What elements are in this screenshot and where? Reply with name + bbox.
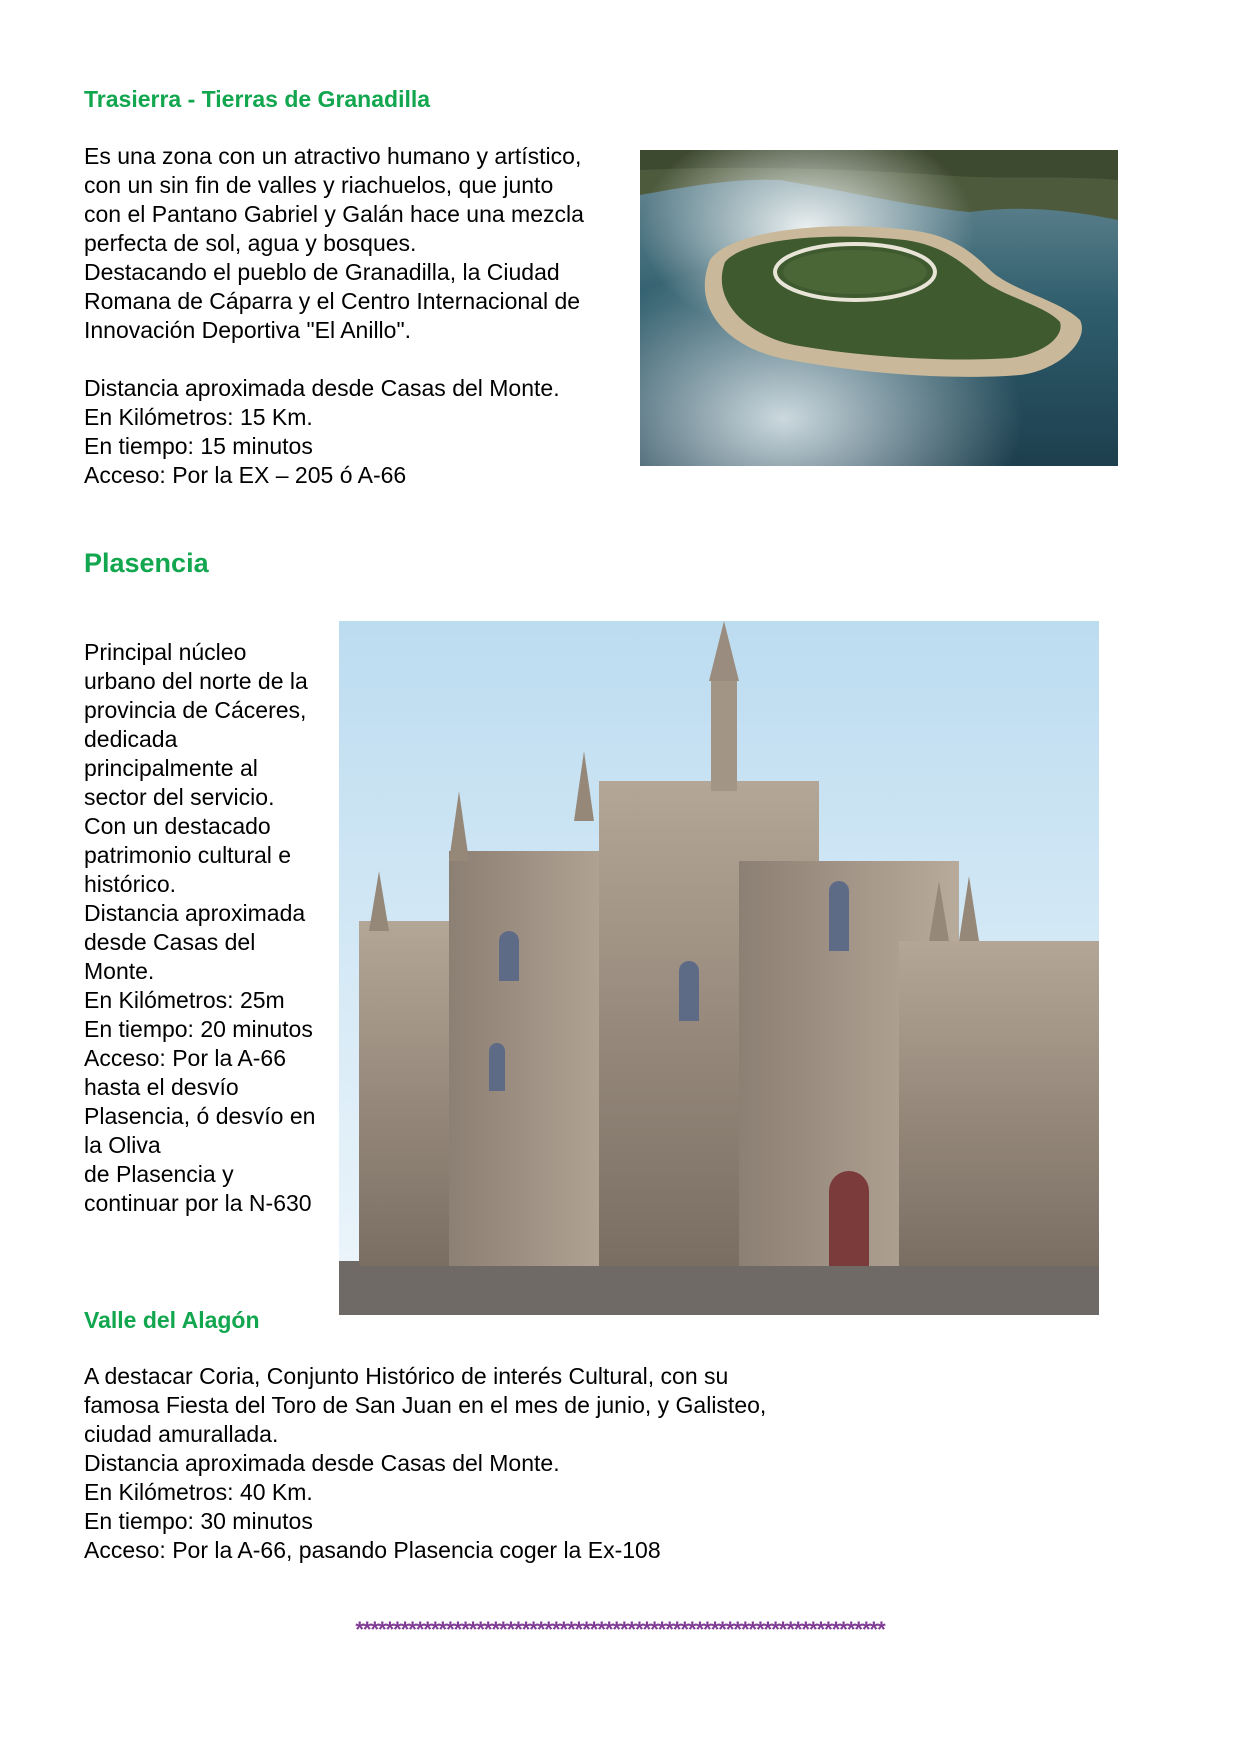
plasencia-text bbox=[84, 638, 315, 1218]
text-line: Innovación Deportiva "El Anillo". bbox=[84, 317, 412, 343]
text-line: Plasencia, ó desvío en bbox=[84, 1103, 316, 1129]
alagon-text bbox=[84, 1362, 766, 1565]
text-line: Acceso: Por la EX – 205 ó A-66 bbox=[84, 462, 407, 488]
text-line: Distancia aproximada bbox=[84, 900, 306, 926]
text-line: En Kilómetros: 15 Km. bbox=[84, 404, 313, 430]
text-line: Monte. bbox=[84, 958, 155, 984]
text-line: Con un destacado bbox=[84, 813, 271, 839]
reservoir-island-photo bbox=[640, 150, 1118, 466]
text-line: principalmente al bbox=[84, 755, 258, 781]
text-line: ciudad amurallada. bbox=[84, 1421, 279, 1447]
cathedral-photo bbox=[339, 621, 1099, 1315]
text-line: con un sin fin de valles y riachuelos, que junto bbox=[84, 172, 554, 198]
text-line: Destacando el pueblo de Granadilla, la Ciudad bbox=[84, 259, 560, 285]
text-line: Distancia aproximada desde Casas del Monte. bbox=[84, 1450, 560, 1476]
trasierra-text bbox=[84, 142, 584, 490]
text-line: continuar por la N-630 bbox=[84, 1190, 312, 1216]
text-line: Es una zona con un atractivo humano y artístico, bbox=[84, 143, 582, 169]
text-line: Romana de Cáparra y el Centro Internacional de bbox=[84, 288, 581, 314]
text-line: sector del servicio. bbox=[84, 784, 275, 810]
text-line: hasta el desvío bbox=[84, 1074, 239, 1100]
text-line: En tiempo: 20 minutos bbox=[84, 1016, 313, 1042]
text-line: En Kilómetros: 40 Km. bbox=[84, 1479, 313, 1505]
text-line: Distancia aproximada desde Casas del Monte. bbox=[84, 375, 560, 401]
separator-stars: ********************************************************************** bbox=[355, 1617, 885, 1642]
text-line: histórico. bbox=[84, 871, 177, 897]
text-line: patrimonio cultural e bbox=[84, 842, 292, 868]
text-line: perfecta de sol, agua y bosques. bbox=[84, 230, 417, 256]
plasencia-heading: Plasencia bbox=[84, 548, 209, 578]
trasierra-heading: Trasierra - Tierras de Granadilla bbox=[84, 86, 431, 112]
text-line: provincia de Cáceres, bbox=[84, 697, 307, 723]
text-line: desde Casas del bbox=[84, 929, 256, 955]
text-line: famosa Fiesta del Toro de San Juan en el mes de junio, y Galisteo, bbox=[84, 1392, 767, 1418]
alagon-heading: Valle del Alagón bbox=[84, 1307, 260, 1333]
text-line: Acceso: Por la A-66 bbox=[84, 1045, 286, 1071]
text-line: dedicada bbox=[84, 726, 178, 752]
text-line: En tiempo: 15 minutos bbox=[84, 433, 313, 459]
text-line: con el Pantano Gabriel y Galán hace una mezcla bbox=[84, 201, 584, 227]
text-line: de Plasencia y bbox=[84, 1161, 234, 1187]
text-line: urbano del norte de la bbox=[84, 668, 308, 694]
text-line: En tiempo: 30 minutos bbox=[84, 1508, 313, 1534]
text-line: la Oliva bbox=[84, 1132, 161, 1158]
text-line: A destacar Coria, Conjunto Histórico de interés Cultural, con su bbox=[84, 1363, 729, 1389]
text-line: Principal núcleo bbox=[84, 639, 247, 665]
text-line: En Kilómetros: 25m bbox=[84, 987, 285, 1013]
text-line bbox=[84, 345, 584, 374]
text-line: Acceso: Por la A-66, pasando Plasencia coger la Ex-108 bbox=[84, 1537, 661, 1563]
